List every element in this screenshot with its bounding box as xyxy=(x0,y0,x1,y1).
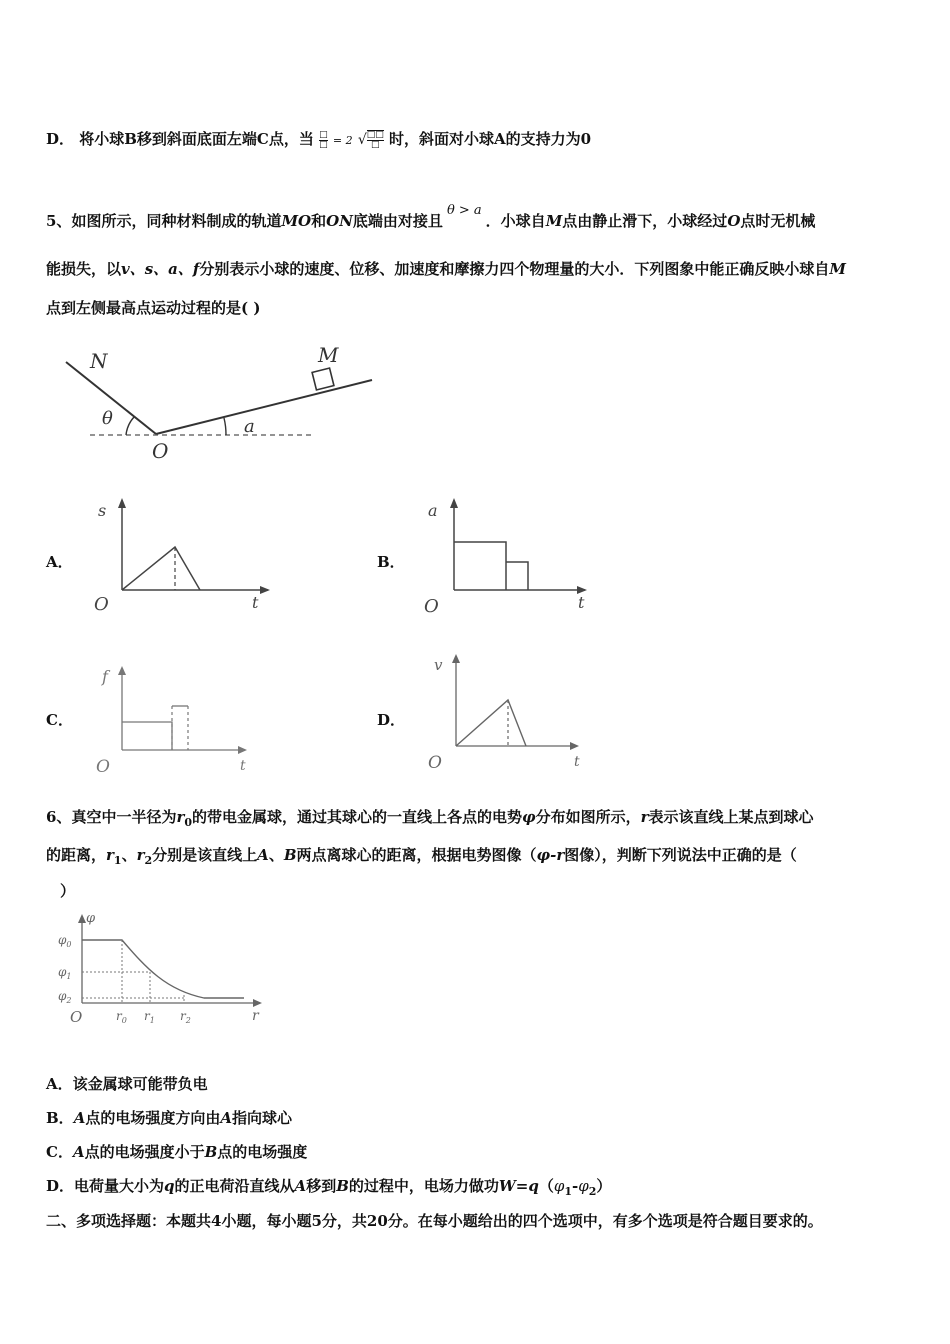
q6-number: 6、 xyxy=(46,808,72,826)
x-label: t xyxy=(240,758,246,774)
q5-text: 分别表示小球的速度、位移、加速度和摩擦力四个物理量的大小．下列图象中能正确反映小球自 xyxy=(199,260,830,278)
q6-line-3 xyxy=(60,880,75,901)
q6-r1: r xyxy=(106,846,114,864)
q5-text: 和 xyxy=(311,212,327,230)
y-arrow xyxy=(450,498,458,508)
v-curve xyxy=(456,700,526,746)
point-a: A xyxy=(72,1143,85,1161)
label-n: N xyxy=(90,349,108,373)
r-arrow xyxy=(253,999,262,1007)
f-step-1 xyxy=(122,722,172,750)
q4-formula-frac-top: □ xyxy=(319,129,328,140)
option-text: 的过程中，电场力做功 xyxy=(348,1177,499,1195)
option-label: C． xyxy=(46,1143,73,1161)
q4-formula-sqrt-bottom: □ xyxy=(370,140,380,150)
option-text: 移到 xyxy=(306,1177,337,1195)
q4-formula-sqrt-top: □□ xyxy=(366,130,384,140)
q6-option-b xyxy=(46,1107,292,1128)
point-a: A xyxy=(294,1177,307,1195)
q6-r0-sub: 0 xyxy=(184,816,193,829)
q5-text: 点时无机械 xyxy=(740,212,816,230)
phi0-label: $\varphi_0$ xyxy=(58,933,72,949)
q4-option-d-text-before: 将小球B移到斜面底面左端C点，当 xyxy=(79,130,314,148)
option-label: A． xyxy=(46,1075,73,1093)
q6-text: 表示该直线上某点到球心 xyxy=(648,808,814,826)
option-text: 点的电场强度小于 xyxy=(84,1143,205,1161)
q6-r1-sub: 1 xyxy=(113,854,122,867)
x-arrow xyxy=(260,586,270,594)
q4-formula-frac-bottom: □ xyxy=(319,139,328,150)
s-curve xyxy=(122,547,200,590)
option-label: D． xyxy=(46,1177,75,1195)
origin-label: O xyxy=(70,1008,83,1026)
q6-text: 真空中一半径为 xyxy=(71,808,177,826)
q5-on: ON xyxy=(326,212,353,230)
x-arrow xyxy=(570,742,579,750)
q6-option-d xyxy=(46,1175,611,1198)
point-b: B xyxy=(336,1177,349,1195)
q6-text: 分别是该直线上 xyxy=(152,846,258,864)
y-arrow xyxy=(452,654,460,663)
option-text: 电荷量大小为 xyxy=(74,1177,165,1195)
q5-line-2 xyxy=(46,258,846,279)
point-b: B xyxy=(204,1143,218,1161)
option-text: 指向球心 xyxy=(231,1109,292,1127)
q4-formula-sqrt-sign: √ xyxy=(357,132,367,148)
paren: ） xyxy=(596,1177,612,1195)
q5-line-3 xyxy=(46,297,260,318)
q5-condition: θ > a xyxy=(446,203,482,218)
q5-option-c-label: C． xyxy=(46,711,73,729)
q5-option-c-graph xyxy=(90,660,260,775)
q6-r: r xyxy=(640,808,649,826)
phi-axis-label: φ xyxy=(86,911,96,926)
label-m: M xyxy=(318,343,339,367)
label-o: O xyxy=(152,439,169,463)
y-arrow xyxy=(118,498,126,508)
q5-m: M xyxy=(829,260,846,278)
phi1-label: $\varphi_1$ xyxy=(58,965,72,981)
q5-number: 5、 xyxy=(46,212,72,230)
q6-text: ） xyxy=(60,882,76,900)
r1-label: $r_1$ xyxy=(144,1009,155,1025)
phi2: φ xyxy=(578,1177,589,1195)
y-label: v xyxy=(434,656,443,674)
q5-line-1 xyxy=(46,203,816,231)
q5-text: 底端由对接且 xyxy=(352,212,443,230)
q6-r2: r xyxy=(136,846,145,864)
y-label: a xyxy=(428,501,438,520)
phi2-sub: 2 xyxy=(588,1185,597,1198)
phi1: φ xyxy=(553,1177,565,1195)
q5-option-a-graph xyxy=(88,492,278,622)
q4-option-d-label: D． xyxy=(46,130,75,148)
q6-option-a xyxy=(46,1073,208,1094)
y-label: s xyxy=(98,501,107,520)
block-m xyxy=(312,368,334,390)
origin-label: O xyxy=(96,757,110,775)
y-label: f xyxy=(102,667,108,686)
q6-phi-r-graph xyxy=(54,910,269,1030)
x-label: t xyxy=(574,754,580,770)
x-label: t xyxy=(252,593,259,612)
q6-text: 、 xyxy=(268,846,284,864)
phi2-label: $\varphi_2$ xyxy=(58,989,72,1005)
q5-text: 点由静止滑下，小球经过 xyxy=(562,212,728,230)
q4-formula-fraction xyxy=(319,131,328,150)
q6-graph-name: φ-r xyxy=(536,846,565,864)
q5-text: 点到左侧最高点运动过程的是( ) xyxy=(46,299,261,317)
track-mo xyxy=(156,380,372,434)
a-step-1 xyxy=(454,542,506,590)
q6-b: B xyxy=(283,846,297,864)
option-text: 的正电荷沿直线从 xyxy=(174,1177,295,1195)
phi-curve xyxy=(82,940,244,998)
q4-option-d-text-after: 时，斜面对小球A的支持力为0 xyxy=(388,130,592,148)
q5-option-b-label: B． xyxy=(377,553,405,571)
label-alpha: a xyxy=(244,416,255,437)
origin-label: O xyxy=(428,753,442,773)
phi1-sub: 1 xyxy=(564,1185,572,1198)
q6-line-2 xyxy=(46,844,797,867)
dash: - xyxy=(572,1177,579,1195)
point-a: A xyxy=(220,1109,232,1127)
option-text: 点的电场强度 xyxy=(217,1143,308,1161)
paren: （ xyxy=(538,1177,554,1195)
x-label: t xyxy=(578,593,585,612)
y-arrow xyxy=(118,666,126,675)
q5-option-d-graph xyxy=(422,648,592,773)
point-a: A xyxy=(73,1109,86,1127)
origin-label: O xyxy=(424,596,439,617)
q6-phi: φ xyxy=(522,808,536,826)
q5-m: M xyxy=(545,212,563,230)
section-2-heading: 二、多项选择题：本题共4小题，每小题5分，共20分。在每小题给出的四个选项中，有多个选项是符合题目要求的。 xyxy=(46,1212,823,1230)
q6-line-1 xyxy=(46,806,814,829)
r2-label: $r_2$ xyxy=(180,1009,191,1025)
q6-sep: 、 xyxy=(121,846,137,864)
q6-text: 的距离， xyxy=(46,846,107,864)
q6-text: 分布如图所示， xyxy=(535,808,641,826)
label-theta: θ xyxy=(102,408,113,429)
q6-r2-sub: 2 xyxy=(144,854,153,867)
q5-track-figure xyxy=(60,340,380,465)
q4-formula-sqrt-content xyxy=(367,130,384,150)
option-text: 点的电场强度方向由 xyxy=(85,1109,221,1127)
q6-text: 图像），判断下列说法中正确的是（ xyxy=(564,846,797,864)
q5-text: ．小球自 xyxy=(485,212,546,230)
q5-option-d-label: D． xyxy=(377,711,406,729)
q6-option-c xyxy=(46,1141,307,1162)
q5-option-a-label: A． xyxy=(46,553,73,571)
q6-a: A xyxy=(257,846,269,864)
q5-mo: MO xyxy=(281,212,312,230)
q5-o: O xyxy=(727,212,741,230)
q5-text: 能损失，以 xyxy=(46,260,122,278)
angle-alpha-arc xyxy=(224,418,226,435)
x-arrow xyxy=(238,746,247,754)
work-formula: W=q xyxy=(498,1177,539,1195)
q6-r0: r xyxy=(176,808,185,826)
origin-label: O xyxy=(94,594,109,615)
angle-theta-arc xyxy=(126,417,134,435)
option-label: B． xyxy=(46,1109,74,1127)
phi-arrow xyxy=(78,914,86,923)
q5-text: 如图所示，同种材料制成的轨道 xyxy=(71,212,282,230)
r0-label: $r_0$ xyxy=(116,1009,127,1025)
q6-text: 两点离球心的距离，根据电势图像（ xyxy=(296,846,537,864)
charge-q: q xyxy=(164,1177,175,1195)
a-step-2 xyxy=(506,562,528,590)
q4-formula-eq: = 2 xyxy=(332,134,353,147)
q5-option-b-graph xyxy=(420,492,600,622)
option-text: 该金属球可能带负电 xyxy=(72,1075,208,1093)
q5-vars: v、s、a、f xyxy=(121,260,200,278)
q6-text: 的带电金属球，通过其球心的一直线上各点的电势 xyxy=(192,808,523,826)
q4-option-d xyxy=(46,128,591,150)
r-axis-label: r xyxy=(252,1008,259,1024)
